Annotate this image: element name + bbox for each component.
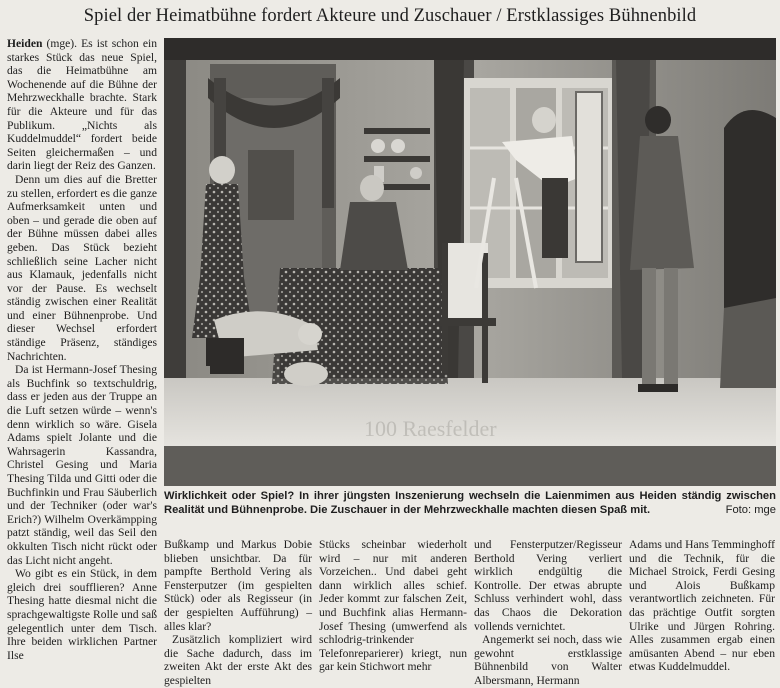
stage-photo bbox=[164, 38, 776, 486]
photo-caption bbox=[164, 490, 776, 517]
article-column-bottom-2 bbox=[319, 538, 467, 674]
article-paragraph: und Fensterputzer/Regisseur Berthold Vering verliert wirklich endgültig die Kontrolle. Der etwas abrupte Schluss verhindert wohl, dass das Chaos die Dekoration vollends vernichtet. bbox=[474, 538, 622, 633]
caption-text: Wirklichkeit oder Spiel? In ihrer jüngsten Inszenierung wechseln die Laienmimen aus Heiden ständig zwischen Realität und Bühnenprobe. Die Zuschauer in der Mehrzweckhalle machten diesen Spaß mit. bbox=[164, 490, 776, 516]
article-paragraph: Wo gibt es ein Stück, in dem gleich drei soufflieren? Anne Thesing hatte diesmal nicht die sprachgewaltigste Rolle und saß gelegentlich unter dem Tisch. Ihre beiden wirklichen Partner Ilse bbox=[7, 567, 157, 662]
article-column-bottom-3 bbox=[474, 538, 622, 688]
article-paragraph: Zusätzlich kompliziert wird die Sache dadurch, dass im zweiten Akt der erste Akt des gespielten bbox=[164, 633, 312, 687]
article-paragraph: Angemerkt sei noch, dass wie gewohnt erstklassige Bühnenbild von Walter Albersmann, Hermann bbox=[474, 633, 622, 687]
article-column-bottom-4 bbox=[629, 538, 775, 674]
article-paragraph: Adams und Hans Temminghoff und die Technik, für die Michael Stroick, Ferdi Gesing und Alois Bußkamp verantwortlich zeichneten. Für das prächtige Outfit sorgten Ulrike und Jürgen Rohring. Alles zusammen ergab einen amüsanten Abend – nur eben etwas Kuddelmuddel. bbox=[629, 538, 775, 674]
article-paragraph: Da ist Hermann-Josef Thesing als Buchfink so textschuldrig, dass er jeden aus der Truppe an die Luft setzen würde – wenn's denn wirklich so wäre. Gisela Adams spielt Jolante und die Wahrsagerin Kassandra, Christel Gesing und Maria Thesing Tilda und Gitti oder die Buchfinkin und Frau Säuberlich und der Techniker (oder war's Erich?) Wilhelm Overkämpping patzt ständig, weil das Seil den okkulten Tisch nicht rückt oder das Licht nicht angeht. bbox=[7, 363, 157, 567]
paragraph-text: (mge). Es ist schon ein starkes Stück das neue Spiel, das die Heimatbühne am Wochenende auf die Bühne der Mehrzweckhalle brachte. Stark für die Akteure und für das Publikum. „Nichts als Kuddelmuddel“ fordert beide Seiten gleichermaßen – und darin liegt der Reiz des Ganzen. bbox=[7, 37, 157, 173]
article-column-left bbox=[7, 37, 157, 662]
article-paragraph: Bußkamp und Markus Dobie blieben unsichtbar. Da für pampfte Berthold Vering als Fensterputzer (im gespielten Stück) oder als Regisseur (in der gespielten Aufführung) – alles klar? bbox=[164, 538, 312, 633]
dateline: Heiden bbox=[7, 37, 43, 50]
stage-sign-text: 100 Raesfelder bbox=[364, 416, 497, 441]
article-paragraph: Denn um dies auf die Bretter zu stellen, erfordert es die ganze Aufmerksamkeit unten und oben – und gerade die oben auf der Bühne müssen dabei alles geben. Das Stück bezieht schließlich seine Lacher nicht aus Klamauk, jedenfalls nicht vor der Pause. Es wechselt ständig zwischen einer Realität und einer Bühnenprobe. Und dieser Wechsel erfordert ständige Präsenz, ständiges Nachrichten. bbox=[7, 172, 157, 363]
photo-credit: Foto: mge bbox=[725, 503, 776, 516]
article-column-bottom-1 bbox=[164, 538, 312, 688]
article-paragraph: Stücks scheinbar wiederholt wird – nur mit anderen Vorzeichen.. Und dabei geht dann wirklich alles schief. Jeder kommt zur falschen Zeit, und Buchfink alias Hermann-Josef Thesing (umwerfend als schlodrig-trinkender Telefonreparierer) kriegt, nun gar kein Stichwort mehr bbox=[319, 538, 467, 674]
article-headline: Spiel der Heimatbühne fordert Akteure und Zuschauer / Erstklassiges Bühnenbild bbox=[83, 6, 697, 26]
article-paragraph bbox=[7, 37, 157, 173]
